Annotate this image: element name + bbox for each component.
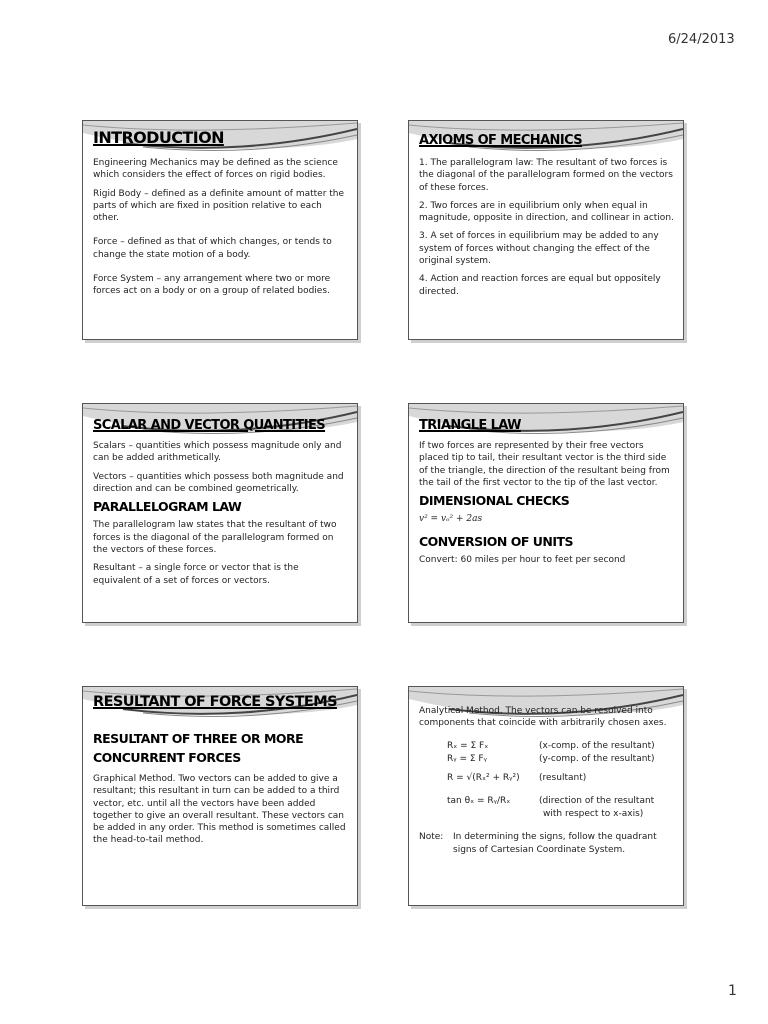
list-item: 2. Two forces are in equilibrium only when equal in magnitude, opposite in direction, and collinear in action. (419, 200, 674, 224)
slide-body (93, 725, 349, 853)
section-heading: RESULTANT OF THREE OR MORE CONCURRENT FORCES (93, 731, 304, 765)
formula-row (419, 795, 675, 808)
paragraph: Analytical Method. The vectors can be resolved into components that coincide with arbitrarily chosen axes. (419, 706, 667, 729)
slide-title: TRIANGLE LAW (419, 418, 521, 433)
slide-introduction (82, 120, 358, 340)
slide-resultant (82, 686, 358, 906)
formula-row (419, 740, 675, 753)
formula-description: (resultant) (539, 772, 587, 783)
slide-body (419, 440, 675, 572)
paragraph: Force – defined as that of which changes, or tends to change the state motion of a body. (93, 237, 332, 260)
slide-body (93, 157, 349, 304)
slide-title: RESULTANT OF FORCE SYSTEMS (93, 694, 337, 710)
formula-description: (y-comp. of the resultant) (539, 753, 655, 764)
slide-body (419, 705, 675, 861)
slide-analytical (408, 686, 684, 906)
page-number: 1 (728, 983, 737, 999)
print-date: 6/24/2013 (668, 32, 735, 47)
note-row (419, 831, 675, 857)
paragraph: The parallelogram law states that the resultant of two forces is the diagonal of the parallelogram formed on the vectors of these forces. (93, 520, 337, 556)
list-item: 3. A set of forces in equilibrium may be added to any system of forces without changing the effect of the original system. (419, 231, 659, 267)
section-heading: PARALLELOGRAM LAW (93, 499, 242, 515)
slide-title: AXIOMS OF MECHANICS (419, 133, 583, 148)
paragraph: If two forces are represented by their free vectors placed tip to tail, their resultant vector is the third side of the triangle, the direction of the resultant being from the tail of the first vector to the tip of the last vector. (419, 441, 670, 488)
slide-axioms (408, 120, 684, 340)
formula: Rᵧ = Σ Fᵧ (447, 753, 487, 764)
paragraph: Scalars – quantities which possess magnitude only and can be added arithmetically. (93, 441, 342, 464)
slide-title: SCALAR AND VECTOR QUANTITIES (93, 418, 326, 433)
formula: Rₓ = Σ Fₓ (447, 740, 489, 751)
paragraph: Convert: 60 miles per hour to feet per second (419, 555, 626, 566)
section-heading: CONVERSION OF UNITS (419, 533, 574, 549)
paragraph: Rigid Body – defined as a definite amount of matter the parts of which are fixed in position relative to each other. (93, 188, 345, 224)
paragraph: Vectors – quantities which possess both magnitude and direction and can be combined geometrically. (93, 471, 344, 494)
formula-row (419, 772, 675, 785)
formula-description: (direction of the resultant (539, 795, 655, 806)
formula: tan θₓ = Rᵧ/Rₓ (447, 795, 511, 806)
slide-scalar-vector (82, 403, 358, 623)
slide-title: INTRODUCTION (93, 128, 224, 147)
paragraph: Engineering Mechanics may be defined as the science which considers the effect of forces on rigid bodies. (93, 158, 338, 181)
list-item: 4. Action and reaction forces are equal but oppositely directed. (419, 274, 661, 297)
slide-triangle-law (408, 403, 684, 623)
formula-description: (x-comp. of the resultant) (539, 740, 655, 751)
formula: R = √(Rₓ² + Rᵧ²) (447, 772, 520, 783)
slide-body (93, 440, 349, 593)
paragraph: Resultant – a single force or vector that is the equivalent of a set of forces or vectors. (93, 563, 299, 586)
section-heading: DIMENSIONAL CHECKS (419, 493, 570, 509)
slide-body (419, 157, 675, 304)
paragraph: Graphical Method. Two vectors can be added to give a resultant; this resultant in turn can be added to a third vector, etc. until all the vectors have been added together to give an overall resultant. These vectors can be added in any order. This method is sometimes called the head-to-tail method. (93, 774, 346, 846)
paragraph: Force System – any arrangement where two or more forces act on a body or on a group of related bodies. (93, 274, 331, 297)
list-item: 1. The parallelogram law: The resultant of two forces is the diagonal of the parallelogram formed on the vectors of these forces. (419, 158, 673, 193)
formula-description: with respect to x-axis) (543, 808, 644, 819)
formula: v² = vₒ² + 2as (419, 514, 483, 525)
formula-row (419, 753, 675, 766)
note-text: In determining the signs, follow the quadrant signs of Cartesian Coordinate System. (453, 831, 657, 855)
formula-row (419, 808, 675, 821)
note-label: Note: (419, 831, 444, 842)
